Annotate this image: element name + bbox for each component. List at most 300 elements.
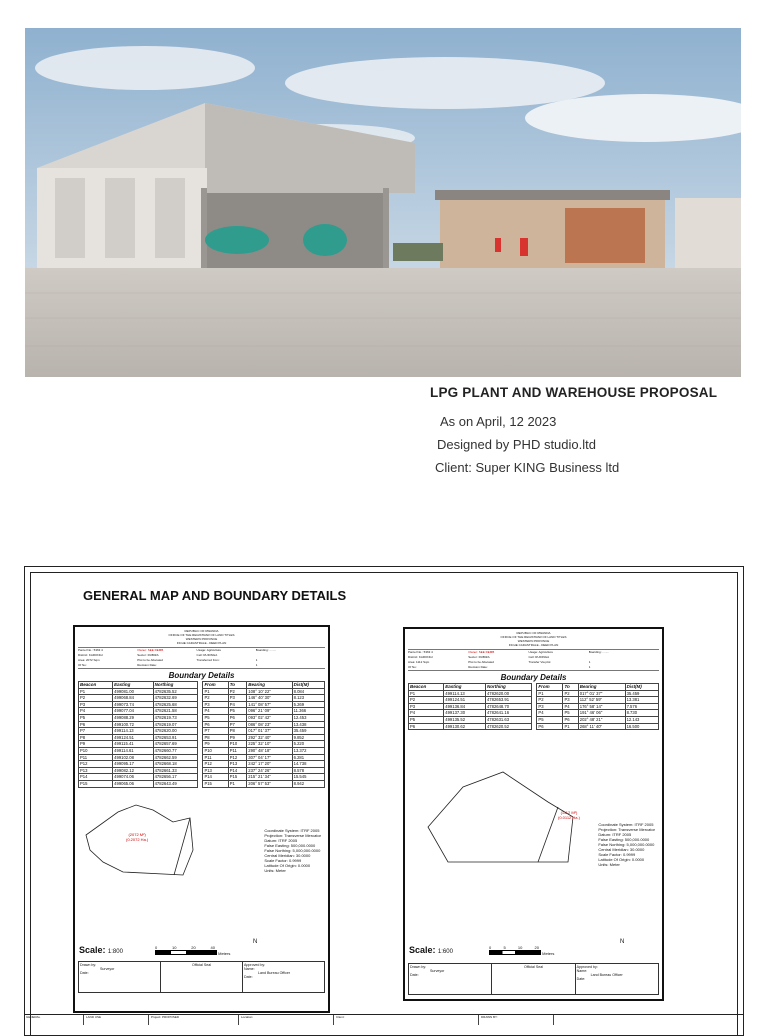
- table-cell: 4782632.69: [153, 695, 198, 702]
- header-line: OFFICE OF THE REGISTRAR OF LAND TITLES: [500, 635, 567, 639]
- header-line: FICHE CADASTRALE - DEED PLAN: [176, 641, 227, 645]
- table-cell: P10: [79, 747, 113, 754]
- table-cell: P4: [563, 703, 578, 710]
- table-cell: 8.578: [292, 767, 324, 774]
- table-cell: 4782662.59: [153, 754, 198, 761]
- boundary-table: [78, 681, 325, 788]
- parcel-field: Revision Date:: [468, 665, 488, 669]
- table-body: [79, 688, 325, 787]
- table-cell: 499114.61: [113, 747, 153, 754]
- table-cell: P3: [537, 703, 563, 710]
- table-cell: 268° 11' 40": [578, 723, 625, 730]
- scale-unit: Meters: [542, 951, 555, 956]
- table-cell: P14: [79, 774, 113, 781]
- coordinate-line: Central Meridian: 30.0000: [598, 847, 645, 853]
- table-cell: P2: [203, 695, 228, 702]
- table-cell: 12.143: [625, 716, 658, 723]
- header-line: OFFICE OF THE REGISTRAR OF LAND TITLES: [168, 633, 235, 637]
- table-cell: P9: [79, 741, 113, 748]
- table-cell: 176° 58' 14": [578, 703, 625, 710]
- parcel-map: [78, 790, 325, 885]
- header-line: REPUBLIC OF RWANDA: [184, 629, 219, 633]
- table-cell: P4: [537, 710, 563, 717]
- table-cell: P2: [79, 695, 113, 702]
- boundary-table: [408, 683, 659, 730]
- parcel-field: Plot to be Allocated: [468, 660, 494, 664]
- column-header: Beacon: [409, 684, 444, 691]
- scale-label: Scale:: [79, 945, 106, 955]
- table-cell: 13.372: [292, 747, 324, 754]
- parcel-info: [78, 647, 325, 669]
- table-cell: 108° 10' 22": [247, 688, 292, 695]
- table-cell: 4782620.52: [485, 723, 531, 730]
- officer-label: Land Bureau Officer: [590, 973, 623, 977]
- scale-tick: 0: [489, 945, 492, 950]
- date-label: Date:: [576, 977, 586, 981]
- parcel-field: Of No:: [78, 663, 87, 667]
- table-row: [79, 688, 325, 695]
- table-cell: P1: [203, 688, 228, 695]
- table-cell: 499136.84: [444, 703, 486, 710]
- area-label: (2072 M²): [128, 831, 146, 837]
- seal-label: Official Seal: [523, 965, 544, 969]
- date-label: Date:: [244, 975, 253, 979]
- table-cell: 4782620.00: [153, 728, 198, 735]
- table-cell: 215° 21' 34": [247, 774, 292, 781]
- area-label-ha: (0.2072 Ha.): [126, 836, 149, 842]
- table-cell: P2: [563, 690, 578, 697]
- strip-value: PROPOSED: [162, 1015, 180, 1019]
- coordinate-line: Units: Meter: [264, 867, 286, 873]
- table-cell: P2: [409, 697, 444, 704]
- parcel-field: Cell: RUDINGA: [528, 655, 550, 659]
- table-cell: 35.459: [625, 690, 658, 697]
- table-cell: P14: [203, 774, 228, 781]
- signature-block: [78, 961, 325, 993]
- scale-tick: 10: [172, 945, 177, 950]
- table-cell: 499115.41: [113, 741, 153, 748]
- table-cell: P13: [79, 767, 113, 774]
- table-row: [79, 721, 325, 728]
- parcel-field: Boarding: ........: [588, 650, 610, 654]
- table-cell: P3: [79, 701, 113, 708]
- project-title: LPG PLANT AND WAREHOUSE PROPOSAL: [430, 385, 718, 400]
- north-arrow-icon: N: [620, 939, 625, 945]
- table-cell: 112° 52' 59": [578, 697, 625, 704]
- strip-cell: DRAWN BY:: [479, 1015, 554, 1025]
- deed-plan-1: [73, 625, 330, 1013]
- table-cell: 13.381: [625, 697, 658, 704]
- boundary-title: Boundary Details: [168, 671, 235, 680]
- table-cell: 499100.72: [113, 721, 153, 728]
- table-row: [79, 714, 325, 721]
- table-cell: 499114.13: [113, 728, 153, 735]
- table-cell: 4782653.91: [485, 697, 531, 704]
- date-label: Date:: [410, 973, 419, 977]
- header-line: WESTERN PROVINCE: [185, 637, 218, 641]
- column-header: Bearing: [247, 682, 292, 689]
- table-cell: P6: [563, 716, 578, 723]
- table-cell: P10: [228, 741, 247, 748]
- strip-cell: Client:: [334, 1015, 479, 1025]
- table-cell: 499124.51: [113, 734, 153, 741]
- parcel-outline: [408, 732, 578, 872]
- table-cell: 35.459: [292, 728, 324, 735]
- parcel-field: 1: [588, 660, 591, 664]
- table-cell: 146° 40' 30": [247, 695, 292, 702]
- column-header: To: [228, 682, 247, 689]
- parcel-field: Cell: RUDINGA: [196, 653, 218, 657]
- scale-tick: 40: [210, 945, 215, 950]
- column-header: Bearing: [578, 684, 625, 691]
- table-row: [79, 701, 325, 708]
- table-cell: 202° 48' 21": [578, 716, 625, 723]
- table-cell: P7: [79, 728, 113, 735]
- area-label-ha: (0.0112 Ha.): [558, 815, 580, 821]
- table-cell: P6: [203, 721, 228, 728]
- render-illustration: [25, 28, 741, 377]
- table-cell: 4782619.07: [153, 721, 198, 728]
- drawing-sheet: [24, 566, 744, 1036]
- table-cell: P13: [203, 767, 228, 774]
- parcel-field: Sector: RUBIZA: [468, 655, 490, 659]
- parcel-field: Transferred from:: [196, 658, 220, 662]
- scale-tick: 5: [503, 945, 506, 950]
- table-cell: 086° 08' 23": [247, 721, 292, 728]
- table-cell: P1: [79, 688, 113, 695]
- parcel-field: Parcel No.: 5363 4: [408, 650, 433, 654]
- column-header: Northing: [485, 684, 531, 691]
- title-block-strip: [24, 1014, 744, 1025]
- table-cell: P5: [79, 714, 113, 721]
- table-cell: P2: [228, 688, 247, 695]
- coordinate-line: False Northing: 5,000,000.0000: [598, 842, 655, 848]
- column-header: Dist(M): [292, 682, 324, 689]
- table-cell: P5: [409, 716, 444, 723]
- drawn-by-label: Drawn by:: [410, 965, 427, 969]
- table-row: [79, 728, 325, 735]
- plan-header: [405, 631, 662, 647]
- parcel-field: Area: 2072 Sqm: [78, 658, 100, 662]
- table-cell: P4: [203, 708, 228, 715]
- scale-tick: 20: [191, 945, 196, 950]
- coordinate-line: Datum: ITRF 2005: [598, 832, 632, 838]
- table-cell: P15: [228, 774, 247, 781]
- table-cell: 499095.17: [113, 761, 153, 768]
- table-row: [409, 703, 659, 710]
- table-row: [79, 734, 325, 741]
- signature-block: [408, 963, 659, 995]
- table-row: [79, 774, 325, 781]
- table-cell: 499088.29: [113, 714, 153, 721]
- column-header: Easting: [444, 684, 486, 691]
- column-header: Easting: [113, 682, 153, 689]
- coordinate-line: Scale Factor: 0.9999: [264, 857, 302, 863]
- table-cell: 093° 02' 42": [247, 714, 292, 721]
- table-cell: 499082.12: [113, 767, 153, 774]
- table-cell: P15: [203, 780, 228, 787]
- area-label: (1112 M²): [560, 810, 578, 816]
- table-cell: P1: [563, 723, 578, 730]
- table-cell: 8.942: [292, 780, 324, 787]
- table-cell: 14.738: [292, 761, 324, 768]
- table-cell: 237° 24' 26": [247, 767, 292, 774]
- table-cell: P3: [228, 695, 247, 702]
- parcel-field: Area: 1112 Sqm: [408, 660, 430, 664]
- table-cell: 16.500: [625, 723, 658, 730]
- date-label: Date:: [80, 971, 89, 975]
- table-row: [79, 747, 325, 754]
- coordinate-line: Projection: Transverse Mercator: [598, 827, 655, 833]
- table-cell: P9: [228, 734, 247, 741]
- table-cell: P7: [228, 721, 247, 728]
- scale-block: [79, 945, 123, 955]
- table-row: [79, 695, 325, 702]
- table-cell: 225° 32' 10": [247, 741, 292, 748]
- table-cell: 4782631.63: [485, 716, 531, 723]
- table-cell: P15: [79, 780, 113, 787]
- sheet-title: GENERAL MAP AND BOUNDARY DETAILS: [83, 588, 347, 603]
- scale-value: 1:800: [107, 949, 123, 955]
- table-cell: P5: [203, 714, 228, 721]
- parcel-field: Sector: RUBIZA: [137, 653, 159, 657]
- approved-label: Approved by:: [576, 965, 598, 969]
- scale-unit: Meters: [218, 951, 231, 956]
- parcel-field: Usage: Agriculture: [196, 648, 222, 652]
- scale-value: 1:600: [437, 949, 453, 955]
- table-cell: P7: [203, 728, 228, 735]
- table-cell: 4782620.00: [485, 690, 531, 697]
- header-line: WESTERN PROVINCE: [517, 639, 550, 643]
- table-cell: 4782635.52: [153, 688, 198, 695]
- table-row: [79, 741, 325, 748]
- table-cell: P3: [203, 701, 228, 708]
- table-cell: P6: [537, 723, 563, 730]
- table-cell: P8: [203, 734, 228, 741]
- table-cell: 141° 08' 57": [247, 701, 292, 708]
- table-cell: P4: [228, 701, 247, 708]
- parcel-field: Of No:: [408, 665, 417, 669]
- table-cell: 5.269: [292, 701, 324, 708]
- coordinate-line: Units: Meter: [598, 862, 620, 868]
- parcel-field: 1: [588, 665, 591, 669]
- table-cell: P6: [79, 721, 113, 728]
- coordinate-line: Scale Factor: 0.9999: [598, 852, 636, 858]
- table-cell: P6: [228, 714, 247, 721]
- column-header: Dist(M): [625, 684, 658, 691]
- coordinate-line: False Easting: 500,000.0000: [264, 842, 316, 848]
- table-cell: P4: [409, 710, 444, 717]
- scale-tick: 10: [517, 945, 523, 950]
- architectural-render: [25, 28, 741, 377]
- table-cell: 6.281: [292, 754, 324, 761]
- deed-plan-2: [403, 627, 664, 1001]
- parcel-map: [408, 732, 659, 882]
- coordinate-line: False Northing: 5,000,000.0000: [264, 847, 321, 853]
- parcel-field: 1: [255, 663, 258, 667]
- table-cell: P14: [228, 767, 247, 774]
- table-cell: 4782643.49: [153, 780, 198, 787]
- table-cell: 499068.84: [113, 695, 153, 702]
- parcel-field: Revision Date:: [137, 663, 157, 667]
- table-cell: 11.366: [292, 708, 324, 715]
- coordinate-line: Datum: ITRF 2005: [264, 837, 298, 843]
- table-cell: P13: [228, 761, 247, 768]
- table-cell: 4782661.33: [153, 767, 198, 774]
- table-cell: 4782656.17: [153, 774, 198, 781]
- scale-block: [409, 945, 453, 955]
- strip-cell: Location:: [239, 1015, 334, 1025]
- table-cell: P6: [409, 723, 444, 730]
- table-cell: P11: [203, 754, 228, 761]
- table-cell: 4782619.73: [153, 714, 198, 721]
- table-row: [409, 697, 659, 704]
- table-cell: P5: [563, 710, 578, 717]
- table-cell: 5.220: [292, 741, 324, 748]
- header-line: REPUBLIC OF RWANDA: [516, 631, 551, 635]
- coordinate-line: False Easting: 500,000.0000: [598, 837, 650, 843]
- table-cell: 4782653.91: [153, 734, 198, 741]
- parcel-field: Owner: SEE DEMB: [468, 650, 495, 654]
- table-cell: 8.730: [625, 710, 658, 717]
- table-header-row: [409, 684, 659, 691]
- table-cell: 191° 46' 06": [578, 710, 625, 717]
- table-cell: 499074.06: [113, 774, 153, 781]
- coordinate-line: Coordinate System: ITRF 2005: [264, 827, 320, 833]
- table-cell: 4782621.58: [153, 708, 198, 715]
- table-row: [79, 780, 325, 787]
- officer-label: Land Bureau Officer: [258, 971, 291, 975]
- table-cell: 499114.13: [444, 690, 486, 697]
- table-cell: 8.123: [292, 695, 324, 702]
- surveyor-label: Surveyor: [100, 967, 115, 971]
- seal-label: Official Seal: [191, 963, 212, 967]
- table-cell: 13.438: [292, 721, 324, 728]
- parcel-field: Transfer Via plot:: [528, 660, 552, 664]
- coordinate-info: [264, 828, 321, 873]
- parcel-field: District: KARONGI: [408, 655, 433, 659]
- table-cell: P5: [537, 716, 563, 723]
- table-cell: 499102.08: [113, 754, 153, 761]
- table-cell: P12: [203, 761, 228, 768]
- scale-bar: [155, 945, 235, 956]
- table-cell: P3: [409, 703, 444, 710]
- table-cell: 4782668.18: [153, 761, 198, 768]
- table-cell: P4: [79, 708, 113, 715]
- table-cell: 7.576: [625, 703, 658, 710]
- table-row: [409, 710, 659, 717]
- table-cell: P11: [228, 747, 247, 754]
- table-cell: 499065.06: [113, 780, 153, 787]
- table-cell: 4782648.70: [485, 703, 531, 710]
- table-cell: P3: [563, 697, 578, 704]
- table-cell: 499135.52: [444, 716, 486, 723]
- approved-label: Approved by:: [244, 963, 266, 967]
- table-cell: 017° 01' 37": [247, 728, 292, 735]
- table-row: [79, 767, 325, 774]
- scale-bar: [489, 945, 569, 956]
- table-cell: P1: [537, 690, 563, 697]
- table-header-row: [79, 682, 325, 689]
- table-row: [79, 754, 325, 761]
- table-cell: 499130.62: [444, 723, 486, 730]
- table-cell: P11: [79, 754, 113, 761]
- table-cell: 206° 57' 53": [247, 780, 292, 787]
- table-cell: P5: [228, 708, 247, 715]
- table-cell: 499137.30: [444, 710, 486, 717]
- table-cell: 292° 32' 40": [247, 734, 292, 741]
- table-row: [409, 716, 659, 723]
- column-header: From: [537, 684, 563, 691]
- column-header: Beacon: [79, 682, 113, 689]
- table-cell: P12: [228, 754, 247, 761]
- table-row: [79, 761, 325, 768]
- coordinate-info: [598, 822, 655, 867]
- strip-cell: LAND USE: [84, 1015, 149, 1025]
- table-cell: 4782660.77: [153, 747, 198, 754]
- table-row: [79, 708, 325, 715]
- table-cell: 4782625.68: [153, 701, 198, 708]
- table-cell: P10: [203, 747, 228, 754]
- name-label: Name:: [576, 969, 588, 973]
- table-cell: 8.084: [292, 688, 324, 695]
- table-cell: 499081.00: [113, 688, 153, 695]
- coordinate-line: Projection: Transverse Mercator: [264, 832, 321, 838]
- parcel-info: [408, 649, 659, 671]
- parcel-field: Usage: Agriculture: [528, 650, 553, 654]
- north-arrow-icon: N: [253, 939, 258, 945]
- table-cell: P2: [537, 697, 563, 704]
- table-cell: 499124.51: [444, 697, 486, 704]
- table-cell: 15.545: [292, 774, 324, 781]
- parcel-field: Owner: SEE DEMB: [137, 648, 164, 652]
- table-cell: P1: [409, 690, 444, 697]
- scale-label: Scale:: [409, 945, 436, 955]
- table-cell: 290° 48' 18": [247, 747, 292, 754]
- project-client: Client: Super KING Business ltd: [435, 460, 620, 475]
- table-cell: 4782657.69: [153, 741, 198, 748]
- plan-header: [75, 629, 328, 645]
- table-cell: P8: [79, 734, 113, 741]
- table-cell: 499073.74: [113, 701, 153, 708]
- table-cell: 4782641.16: [485, 710, 531, 717]
- table-body: [409, 690, 659, 730]
- coordinate-line: Latitude Of Origin: 0.0000: [598, 857, 645, 863]
- column-header: To: [563, 684, 578, 691]
- table-row: [409, 690, 659, 697]
- table-cell: 499077.04: [113, 708, 153, 715]
- project-designer: Designed by PHD studio.ltd: [437, 437, 596, 452]
- boundary-title: Boundary Details: [500, 673, 567, 682]
- parcel-field: Parcel No.: 5363 4: [78, 648, 103, 652]
- strip-label: Project:: [151, 1015, 162, 1019]
- table-row: [409, 723, 659, 730]
- table-cell: 12.453: [292, 714, 324, 721]
- scale-tick: 0: [155, 945, 158, 950]
- column-header: Northing: [153, 682, 198, 689]
- table-cell: P1: [228, 780, 247, 787]
- strip-cell: GENERAL: [24, 1015, 84, 1025]
- project-date: As on April, 12 2023: [440, 414, 557, 429]
- parcel-field: Boarding: ........: [255, 648, 277, 652]
- surveyor-label: Surveyor: [430, 969, 445, 973]
- header-line: FICHE CADASTRALE - DEED PLAN: [508, 643, 559, 647]
- table-cell: 096° 21' 09": [247, 708, 292, 715]
- table-cell: P12: [79, 761, 113, 768]
- table-cell: P9: [203, 741, 228, 748]
- coordinate-line: Central Meridian: 30.0000: [264, 852, 311, 858]
- table-cell: 307° 04' 17": [247, 754, 292, 761]
